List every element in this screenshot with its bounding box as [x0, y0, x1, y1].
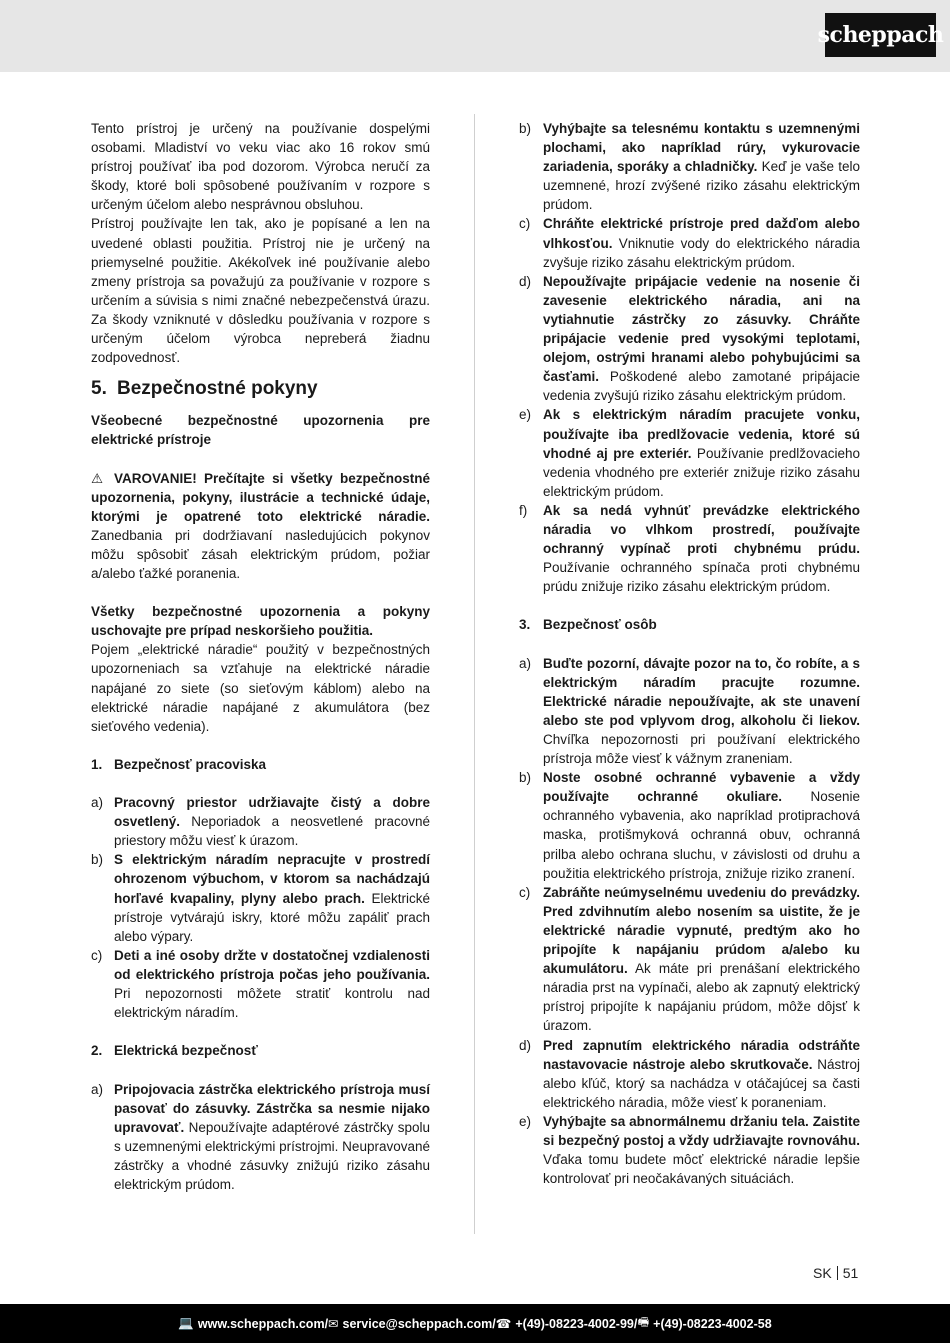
list-item — [519, 883, 860, 1036]
list-item-bold: Vyhýbajte sa telesnému kontaktu s uzemnenými plochami, ako napríklad rúry, vykurovacie zariadenia, sporáky a chladničky. — [543, 121, 860, 175]
list-item-bold: Nepoužívajte pripájacie vedenie na nosenie či zavesenie elektrického náradia, ani na vytiahnutie zástrčky zo zásuvky. Chráňte pripájacie vedenie pred vysokými teplotami, olejom, ostrými hranami alebo pohybujúcimi sa časťami. — [543, 273, 860, 385]
list-item — [519, 405, 860, 500]
subsection-1-heading — [91, 755, 430, 774]
list-item — [519, 272, 860, 406]
list-item — [519, 768, 860, 883]
list-item-text — [114, 793, 430, 850]
list-item-normal: Pri nepozornosti môžete stratiť kontrolu nad elektrickým náradím. — [114, 986, 430, 1021]
column-divider — [474, 114, 475, 1234]
list-item — [519, 214, 860, 271]
list-item-letter: b) — [519, 121, 532, 136]
warning-triangle-icon: ⚠ — [91, 470, 107, 486]
footer-bar — [0, 1304, 950, 1343]
footer-fax: +(49)-08223-4002-58 — [653, 1316, 772, 1331]
list-item-bold: Chráňte elektrické prístroje pred dažďom alebo vlhkosťou. — [543, 216, 860, 251]
list-item-bold: S elektrickým náradím nepracujte v prostredí ohrozenom výbuchom, v ktorom sa nachádzajú horľavé kvapaliny, plyny alebo prach. — [114, 852, 430, 906]
computer-icon: 💻 — [178, 1316, 194, 1330]
subsection-3-list — [519, 654, 860, 1189]
list-item-text — [543, 1036, 860, 1112]
section-number: 5. — [91, 378, 107, 400]
page-number — [813, 1265, 858, 1281]
list-item-normal: Elektrické prístroje vytvárajú iskry, ktoré môžu zapáliť prach alebo výpary. — [114, 890, 430, 944]
header-bar — [0, 0, 950, 72]
list-item-normal: Chvíľka nepozornosti pri používaní elektrického prístroja môže viesť k vážnym zraneniam. — [543, 732, 860, 767]
list-item — [91, 850, 430, 945]
list-item-normal: Nepoužívajte adaptérové zástrčky spolu s uzemnenými elektrickými prístrojmi. Neupravované zástrčky a vhodné zásuvky znižujú riziko zásahu elektrickým prúdom. — [114, 1119, 430, 1192]
list-item-bold: Vyhýbajte sa abnormálnemu držaniu tela. Zaistite si bezpečný postoj a vždy udržiavajte rovnováhu. — [543, 1113, 860, 1148]
subsection-2-heading — [91, 1041, 430, 1060]
list-item-bold: Ak s elektrickým náradím pracujete vonku, používajte iba predlžovacie vedenia, ktoré sú vhodné aj pre exteriér. — [543, 407, 860, 461]
list-item-letter: b) — [91, 852, 104, 868]
warning-paragraph — [91, 469, 430, 584]
section-heading — [91, 377, 430, 401]
list-item-bold: Pred zapnutím elektrického náradia odstráňte nastavovacie nástroje alebo skrutkovače. — [543, 1037, 860, 1072]
warning-bold: VAROVANIE! Prečítajte si všetky bezpečnostné upozornenia, pokyny, ilustrácie a technické údaje, ktorými je opatrené toto elektrické náradie. — [91, 470, 430, 524]
list-item-normal: Nástroj alebo kľúč, ktorý sa nachádza v otáčajúcej sa časti elektrického náradia, môže viesť k poraneniam. — [543, 1056, 860, 1110]
list-item-letter: d) — [519, 273, 532, 289]
footer-separator: / — [324, 1316, 329, 1331]
list-item-normal: Nosenie ochranného vybavenia, ako napríklad protiprachová maska, protišmyková ochranná obuv, ochranná prilba alebo ochrana sluchu, v závislosti od druhu a použitia elektrického prístroja, znižuje riziko zranení. — [543, 789, 860, 881]
list-item-text — [543, 214, 860, 271]
list-item — [519, 119, 860, 214]
fax-icon: 🖷 — [637, 1315, 650, 1329]
list-item-bold: Deti a iné osoby držte v dostatočnej vzdialenosti od elektrického prístroja počas jeho používania. — [114, 947, 430, 982]
list-item-letter: f) — [519, 502, 528, 518]
section-title: Bezpečnostné pokyny — [117, 378, 318, 400]
list-item-text — [543, 1112, 860, 1188]
subsection-3-heading — [519, 615, 860, 634]
footer-phone: +(49)-08223-4002-99 — [515, 1316, 634, 1331]
list-item-text — [543, 883, 860, 1036]
subsection-number: 2. — [91, 1043, 103, 1059]
list-item-text — [114, 850, 430, 945]
list-item-letter: c) — [519, 216, 531, 232]
right-column — [519, 119, 860, 1188]
list-item-bold: Noste osobné ochranné vybavenie a vždy používajte ochranné okuliare. — [543, 770, 860, 805]
subsection-2-list-left — [91, 1080, 430, 1195]
intro-paragraph-2: Prístroj používajte len tak, ako je popísané a len na uvedené oblasti použitia. Prístroj nie je určený na priemyselné použitie. Akékoľvek iné používanie alebo zmeny prístroja sa považujú za používanie v rozpore s určením a súvisia s nimi značné nebezpečenstvá úrazu. Za škody vzniknuté v dôsledku používania v rozpore s určeným účelom výrobca nepreberá žiadnu zodpovednosť. — [91, 216, 430, 366]
list-item — [519, 1036, 860, 1112]
list-item — [519, 1112, 860, 1188]
list-item — [91, 793, 430, 850]
list-item-text — [114, 946, 430, 1022]
mail-icon: ✉ — [328, 1317, 339, 1331]
subsection-2-list-right — [519, 119, 860, 596]
list-item-letter: c) — [519, 884, 531, 900]
intro-paragraph-1: Tento prístroj je určený na používanie dospelými osobami. Mladiství vo veku viac ako 16 rokov smú prístroj používať iba pod dozorom. Výrobca neručí za škody, ktoré boli spôsobené používaním v rozpore s určeným účelom alebo nesprávnou obsluhou. — [91, 121, 430, 213]
list-item-normal: Ak máte pri prenášaní elektrického náradia prst na vypínači, alebo ak zapnutý elektrický prístroj pripojíte k napájaniu prúdom, môže dôjsť k úrazom. — [543, 961, 860, 1034]
list-item-text — [543, 119, 860, 214]
list-item-normal: Vďaka tomu budete môcť elektrické náradie lepšie kontrolovať pri neočakávaných situáciách. — [543, 1152, 860, 1187]
list-item-normal: Vniknutie vody do elektrického náradia zvyšuje riziko zásahu elektrickým prúdom. — [543, 235, 860, 270]
left-column — [91, 119, 430, 1194]
subsection-title: Bezpečnosť pracoviska — [114, 756, 267, 772]
list-item-text — [543, 405, 860, 500]
list-item-letter: a) — [91, 1081, 104, 1097]
footer-separator: / — [492, 1316, 496, 1331]
subsection-1-list — [91, 793, 430, 1022]
language-code: SK — [813, 1265, 832, 1281]
scheppach-logo: scheppach — [825, 13, 936, 57]
subsection-number: 1. — [91, 756, 103, 772]
list-item-letter: e) — [519, 407, 532, 423]
list-item-letter: a) — [519, 655, 532, 671]
list-item-normal: Neporiadok a neosvetlené pracovné priestory môžu viesť k úrazom. — [114, 814, 430, 849]
list-item-bold: Zabráňte neúmyselnému uvedeniu do prevádzky. Pred zdvihnutím alebo nosením sa uistite, že je elektrické náradie vypnuté, predtým ako ho pripojíte k napájaniu prúdom a/alebo ku akumulátoru. — [543, 884, 860, 977]
list-item-text — [114, 1080, 430, 1195]
list-item-bold: Buďte pozorní, dávajte pozor na to, čo robíte, a s elektrickým náradím pracujte rozumne. Elektrické náradie nepoužívajte, ak ste unavení alebo ste pod vplyvom drog, alkoholu či liekov. — [543, 655, 860, 728]
list-item-text — [543, 501, 860, 596]
list-item-text — [543, 768, 860, 883]
keep-instructions: Všetky bezpečnostné upozornenia a pokyny uschovajte pre prípad neskoršieho použitia. — [91, 604, 430, 639]
list-item-bold: Pracovný priestor udržiavajte čistý a dobre osvetlený. — [114, 795, 430, 830]
warning-text: Zanedbania pri dodržiavaní nasledujúcich pokynov môžu spôsobiť zásah elektrickým prúdom, požiar a/alebo ťažké poranenia. — [91, 527, 430, 581]
term-definition: Pojem „elektrické náradie“ použitý v bezpečnostných upozorneniach sa vzťahuje na elektrické náradie napájané zo siete (so sieťovým káblom) alebo na elektrické náradie napájané z akumulátora (bez sieťového vedenia). — [91, 642, 430, 734]
list-item-letter: d) — [519, 1037, 532, 1053]
subsection-number: 3. — [519, 617, 531, 633]
footer-website-link[interactable]: www.scheppach.com — [197, 1316, 325, 1331]
list-item — [91, 1080, 430, 1195]
subsection-title: Elektrická bezpečnosť — [114, 1043, 258, 1059]
list-item-bold: Ak sa nedá vyhnúť prevádzke elektrického náradia vo vlhkom prostredí, používajte ochranný vypínač proti chybnému prúdu. — [543, 502, 860, 557]
list-item-bold: Pripojovacia zástrčka elektrického prístroja musí pasovať do zásuvky. Zástrčka sa nesmie nijako upravovať. — [114, 1081, 430, 1135]
phone-icon: ☎ — [495, 1317, 512, 1331]
list-item — [519, 654, 860, 769]
list-item-letter: e) — [519, 1113, 532, 1129]
subsection-title: Bezpečnosť osôb — [543, 617, 657, 633]
list-item-letter: c) — [91, 947, 103, 963]
general-warnings-title: Všeobecné bezpečnostné upozornenia pre elektrické prístroje — [91, 413, 430, 448]
list-item — [91, 946, 430, 1022]
list-item-text — [543, 272, 860, 406]
list-item-normal: Keď je vaše telo uzemnené, hrozí zvýšené riziko zásahu elektrickým prúdom. — [543, 159, 860, 213]
list-item — [519, 501, 860, 596]
footer-email-link[interactable]: service@scheppach.com — [342, 1316, 493, 1331]
list-item-normal: Používanie ochranného spínača proti chybnému prúdu znižuje riziko zásahu elektrickým prúdom. — [543, 560, 860, 595]
list-item-normal: Používanie predlžovacieho vedenia vhodného pre exteriér znižuje riziko zásahu elektrickým prúdom. — [543, 445, 861, 499]
list-item-letter: a) — [91, 795, 104, 811]
footer-separator: / — [633, 1316, 638, 1331]
page-number-value: 51 — [842, 1265, 859, 1281]
list-item-normal: Poškodené alebo zamotané pripájacie vedenia zvyšujú riziko zásahu elektrickým prúdom. — [543, 369, 860, 404]
list-item-letter: b) — [519, 770, 532, 786]
list-item-text — [543, 654, 860, 769]
